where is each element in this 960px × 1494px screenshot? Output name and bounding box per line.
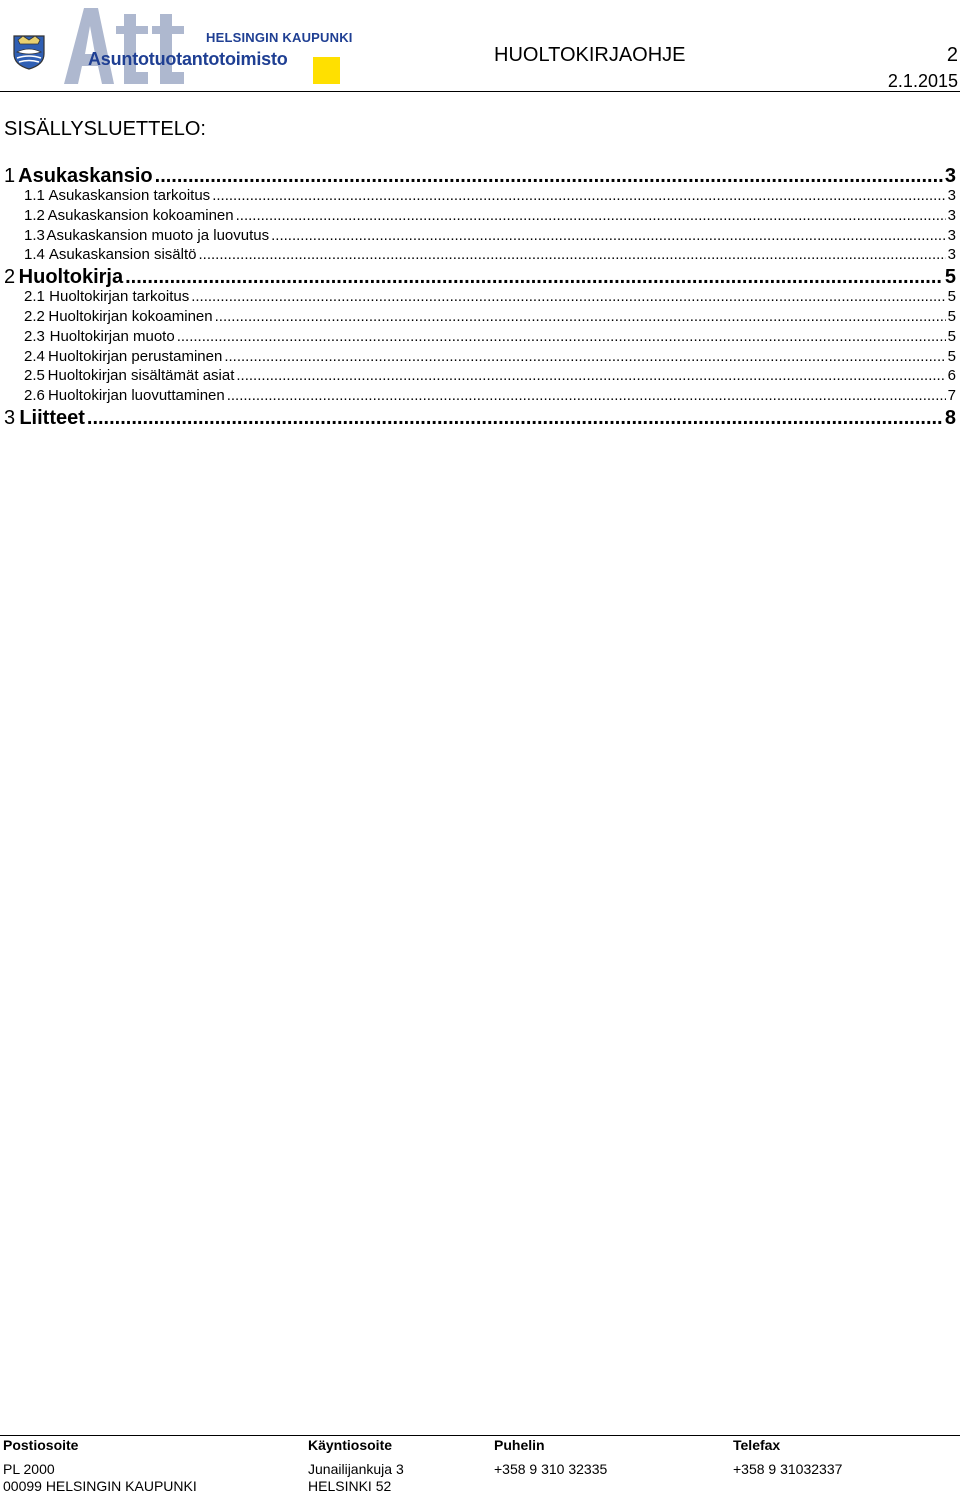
city-logo-text: HELSINGIN KAUPUNKI (206, 30, 353, 45)
toc-leader-dots (227, 387, 946, 404)
toc-entry-title: Huoltokirjan tarkoitus (49, 288, 190, 306)
toc-chapter-entry[interactable] (0, 165, 960, 187)
footer-phone (494, 1438, 607, 1479)
toc-entry-page: 8 (944, 406, 956, 429)
toc-entry-number: 1.4 (24, 246, 45, 264)
toc-section-entry[interactable] (0, 367, 960, 387)
toc-entry-title: Liitteet (19, 406, 85, 429)
helsinki-crest-icon (12, 32, 46, 70)
toc-leader-dots (224, 348, 945, 365)
toc-entry-title: Asukaskansion sisältö (48, 246, 197, 264)
toc-entry-number: 2.6 (24, 387, 45, 405)
toc-section-entry[interactable] (0, 207, 960, 227)
header-divider (0, 91, 960, 92)
footer-visit-line2: HELSINKI 52 (308, 1478, 392, 1494)
footer-fax-number: +358 9 31032337 (733, 1461, 843, 1477)
document-date: 2.1.2015 (887, 71, 958, 91)
toc-entry-number: 2.4 (24, 347, 45, 365)
yellow-square-logo-icon (313, 57, 340, 84)
toc-entry-number: 2.3 (24, 327, 45, 345)
toc-heading: SISÄLLYSLUETTELO: (4, 118, 206, 140)
toc-section-entry[interactable] (0, 246, 960, 266)
toc-entry-page: 5 (944, 266, 956, 289)
toc-section-entry[interactable] (0, 288, 960, 308)
toc-chapter-entry[interactable] (0, 407, 960, 429)
toc-entry-title: Huoltokirjan kokoaminen (48, 307, 213, 325)
toc-leader-dots (87, 407, 943, 430)
toc-entry-title: Huoltokirja (18, 266, 124, 289)
page-number: 2 (946, 44, 958, 66)
toc-entry-title: Asukaskansio (18, 165, 153, 187)
toc-entry-number: 2 (4, 266, 16, 289)
page-header (0, 0, 960, 94)
toc-entry-page: 5 (947, 288, 956, 306)
toc-leader-dots (198, 246, 945, 263)
toc-entry-title: Huoltokirjan perustaminen (48, 347, 223, 365)
toc-entry-title: Asukaskansion kokoaminen (47, 206, 234, 224)
toc-entry-number: 2.2 (24, 307, 45, 325)
table-of-contents (0, 165, 960, 429)
toc-entry-page: 3 (947, 246, 956, 264)
toc-entry-number: 1.2 (24, 206, 45, 224)
toc-section-entry[interactable] (0, 348, 960, 368)
toc-leader-dots (215, 308, 946, 325)
footer-visit-label: Käyntiosoite (308, 1437, 393, 1453)
document-title: HUOLTOKIRJAOHJE (494, 44, 686, 66)
toc-entry-number: 2.5 (24, 367, 45, 385)
toc-entry-page: 3 (944, 165, 956, 187)
toc-leader-dots (125, 266, 943, 289)
toc-entry-number: 1.3 (24, 226, 45, 244)
org-name-logo-text: Asuntotuotantotoimisto (88, 49, 288, 69)
toc-entry-page: 3 (947, 187, 956, 204)
toc-entry-title: Huoltokirjan luovuttaminen (47, 387, 225, 405)
toc-entry-title: Asukaskansion tarkoitus (48, 187, 211, 204)
footer-fax (733, 1438, 842, 1479)
toc-entry-title: Huoltokirjan sisältämät asiat (47, 367, 235, 385)
footer-phone-label: Puhelin (494, 1437, 545, 1453)
toc-entry-number: 2.1 (24, 288, 45, 306)
toc-entry-number: 1 (4, 165, 16, 187)
toc-leader-dots (236, 207, 946, 224)
toc-section-entry[interactable] (0, 227, 960, 247)
footer-postal-label: Postiosoite (3, 1437, 79, 1453)
toc-leader-dots (236, 367, 945, 384)
toc-section-entry[interactable] (0, 387, 960, 407)
toc-entry-page: 5 (947, 307, 956, 325)
toc-entry-page: 5 (947, 347, 956, 365)
toc-section-entry[interactable] (0, 187, 960, 207)
footer-fax-label: Telefax (733, 1437, 781, 1453)
toc-entry-page: 5 (947, 327, 956, 345)
toc-leader-dots (212, 187, 945, 204)
toc-entry-title: Asukaskansion muoto ja luovutus (46, 226, 270, 244)
toc-entry-page: 3 (947, 226, 956, 244)
footer-visit-address (308, 1438, 404, 1494)
toc-entry-page: 6 (947, 367, 956, 385)
footer-visit-line1: Junailijankuja 3 (308, 1461, 404, 1477)
toc-leader-dots (191, 288, 945, 305)
att-logo-icon (58, 4, 198, 88)
toc-entry-page: 3 (947, 206, 956, 224)
toc-section-entry[interactable] (0, 328, 960, 348)
footer-phone-number: +358 9 310 32335 (494, 1461, 608, 1477)
toc-entry-number: 3 (4, 406, 16, 429)
toc-chapter-entry[interactable] (0, 266, 960, 288)
footer-postal-address (3, 1438, 197, 1494)
footer-postal-line1: PL 2000 (3, 1461, 55, 1477)
toc-leader-dots (155, 165, 943, 188)
toc-entry-title: Huoltokirjan muoto (49, 327, 175, 345)
toc-leader-dots (177, 328, 946, 345)
toc-entry-number: 1.1 (24, 187, 45, 204)
toc-leader-dots (271, 227, 946, 244)
footer-divider (0, 1435, 960, 1436)
toc-section-entry[interactable] (0, 308, 960, 328)
footer-postal-line2: 00099 HELSINGIN KAUPUNKI (3, 1478, 197, 1494)
toc-entry-page: 7 (947, 387, 956, 405)
